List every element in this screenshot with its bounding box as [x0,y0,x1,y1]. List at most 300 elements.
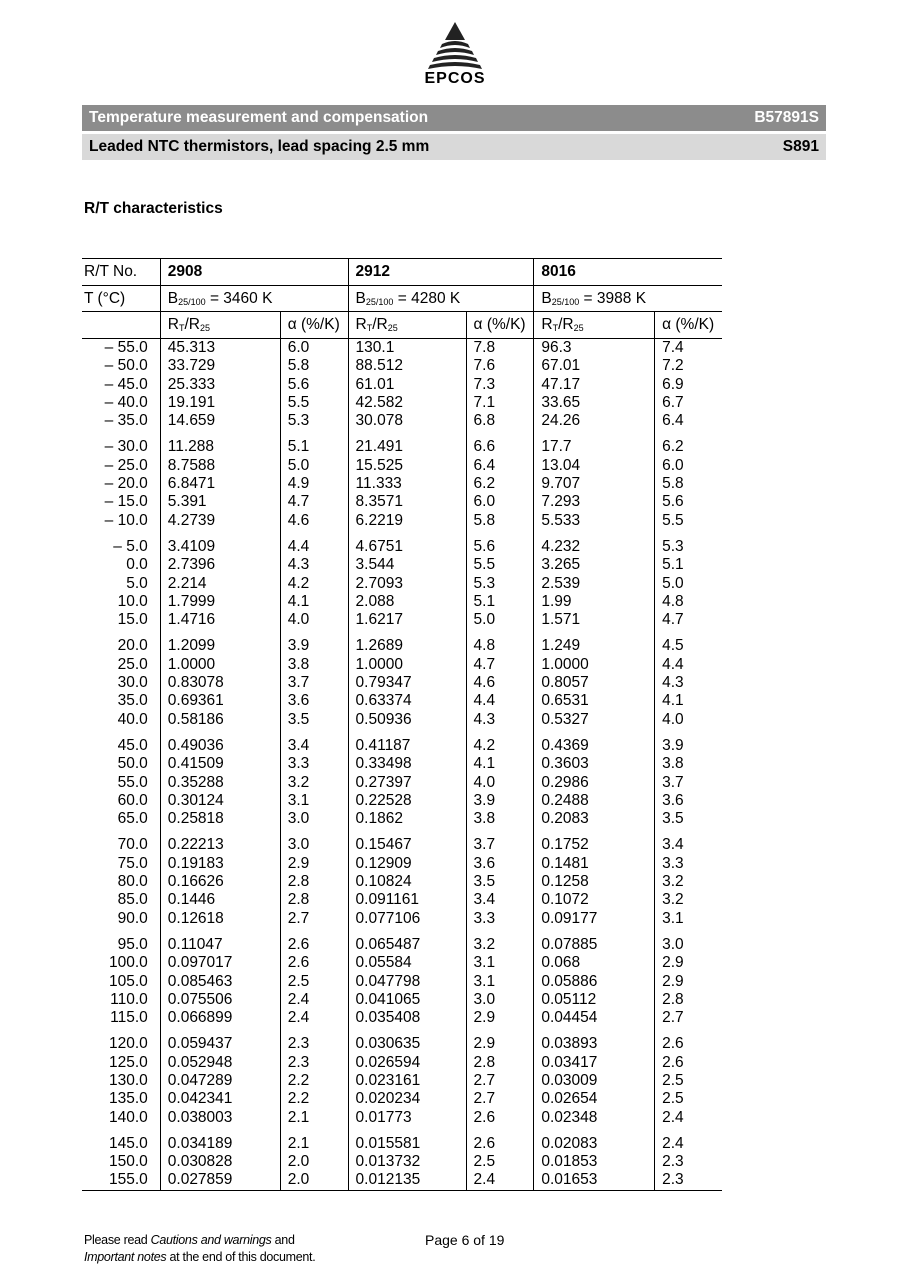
ratio-cell: 0.01773 [348,1109,466,1127]
alpha-cell: 5.8 [280,357,348,375]
alpha-cell: 7.8 [466,339,534,358]
gap-cell [466,1027,534,1035]
alpha-cell: 2.6 [466,1135,534,1153]
gap-cell [466,430,534,438]
table-row [82,711,722,729]
table-row [82,692,722,710]
ratio-cell: 0.027859 [160,1171,280,1190]
ratio-cell: 0.83078 [160,674,280,692]
epcos-logo [410,20,500,92]
alpha-cell: 5.6 [280,376,348,394]
alpha-cell: 5.1 [280,438,348,456]
row-gap [82,928,722,936]
ratio-cell: 0.041065 [348,991,466,1009]
alpha-label: α (%/K) [466,312,534,339]
ratio-cell: 1.99 [534,593,655,611]
ratio-cell: 33.729 [160,357,280,375]
table-row [82,593,722,611]
gap-cell [160,530,280,538]
alpha-cell: 6.4 [655,412,722,430]
header-subtitle: Leaded NTC thermistors, lead spacing 2.5 mm [89,138,430,155]
ratio-cell: 0.05584 [348,954,466,972]
alpha-cell: 3.0 [280,836,348,854]
ratio-cell: 0.41509 [160,755,280,773]
ratio-cell: 2.7396 [160,556,280,574]
alpha-cell: 5.8 [655,475,722,493]
temperature-cell: – 20.0 [104,475,148,493]
gap-cell [534,729,655,737]
gap-cell [466,729,534,737]
alpha-cell: 5.6 [466,538,534,556]
ratio-cell: 0.07885 [534,936,655,954]
ratio-cell: 1.0000 [348,656,466,674]
ratio-cell: 0.077106 [348,910,466,928]
temperature-cell: 130.0 [108,1071,148,1089]
alpha-cell: 3.8 [466,810,534,828]
alpha-cell: 2.9 [655,973,722,991]
ratio-cell: 1.7999 [160,593,280,611]
temperature-cell: 150.0 [108,1153,148,1171]
alpha-cell: 2.5 [655,1072,722,1090]
ratio-cell: 6.8471 [160,475,280,493]
alpha-cell: 2.9 [280,855,348,873]
ratio-cell: 2.7093 [348,575,466,593]
temperature-cell: 70.0 [117,836,148,854]
gap-cell [160,430,280,438]
ratio-cell: 0.09177 [534,910,655,928]
header-bar [82,105,826,131]
table-row [82,538,722,556]
alpha-cell: 2.8 [466,1054,534,1072]
gap-cell [82,430,160,438]
ratio-cell: 0.1072 [534,891,655,909]
gap-cell [82,828,160,836]
table-row [82,457,722,475]
ratio-cell: 0.2986 [534,774,655,792]
alpha-cell: 4.1 [655,692,722,710]
gap-cell [534,1027,655,1035]
alpha-cell: 6.2 [466,475,534,493]
table-row [82,575,722,593]
ratio-cell: 0.50936 [348,711,466,729]
alpha-label: α (%/K) [655,312,722,339]
alpha-cell: 4.1 [280,593,348,611]
alpha-cell: 3.8 [655,755,722,773]
alpha-cell: 2.2 [280,1072,348,1090]
alpha-cell: 2.7 [280,910,348,928]
ratio-cell: 0.2488 [534,792,655,810]
ratio-cell: 0.05886 [534,973,655,991]
temperature-cell: 75.0 [117,854,148,872]
table-row [82,755,722,773]
ratio-cell: 0.11047 [160,936,280,954]
alpha-cell: 3.1 [466,973,534,991]
alpha-cell: 2.9 [466,1009,534,1027]
gap-cell [280,729,348,737]
gap-cell [280,1027,348,1035]
alpha-cell: 4.7 [655,611,722,629]
alpha-cell: 6.2 [655,438,722,456]
alpha-cell: 2.4 [280,991,348,1009]
alpha-cell: 4.8 [466,637,534,655]
table-row [82,493,722,511]
header-row-columns [82,312,722,339]
ratio-cell: 61.01 [348,376,466,394]
table-row [82,991,722,1009]
alpha-cell: 2.5 [466,1153,534,1171]
page-number: Page 6 of 19 [425,1232,505,1248]
ratio-cell: 0.3603 [534,755,655,773]
temperature-cell: – 50.0 [104,357,148,375]
alpha-cell: 5.3 [466,575,534,593]
header-series: S891 [782,138,819,155]
alpha-cell: 3.9 [655,737,722,755]
ratio-cell: 0.22528 [348,792,466,810]
ratio-cell: 0.068 [534,954,655,972]
ratio-cell: 0.013732 [348,1153,466,1171]
table-row [82,774,722,792]
table-row [82,855,722,873]
gap-cell [655,430,722,438]
alpha-cell: 2.8 [280,891,348,909]
empty-cell [82,312,160,339]
alpha-cell: 3.0 [655,936,722,954]
temperature-cell: 65.0 [117,810,148,828]
alpha-cell: 2.3 [280,1035,348,1053]
rt-number: 2908 [160,259,348,286]
alpha-cell: 4.6 [466,674,534,692]
gap-cell [280,430,348,438]
section-title: R/T characteristics [84,200,223,217]
ratio-cell: 0.01653 [534,1171,655,1190]
alpha-cell: 2.9 [466,1035,534,1053]
alpha-cell: 3.3 [466,910,534,928]
epcos-logo-icon [425,20,485,70]
alpha-cell: 3.5 [655,810,722,828]
alpha-cell: 6.0 [280,339,348,358]
ratio-cell: 33.65 [534,394,655,412]
alpha-cell: 5.5 [466,556,534,574]
ratio-cell: 0.015581 [348,1135,466,1153]
ratio-cell: 0.038003 [160,1109,280,1127]
temperature-cell: 60.0 [117,791,148,809]
ratio-cell: 5.533 [534,512,655,530]
gap-cell [534,928,655,936]
temperature-cell: – 45.0 [104,375,148,393]
alpha-cell: 5.1 [466,593,534,611]
rt-characteristics-table [82,258,722,1191]
temperature-cell: 55.0 [117,773,148,791]
temperature-cell: 140.0 [108,1108,148,1126]
alpha-cell: 2.3 [655,1153,722,1171]
alpha-cell: 2.2 [280,1090,348,1108]
ratio-cell: 130.1 [348,339,466,358]
row-gap [82,530,722,538]
ratio-cell: 0.065487 [348,936,466,954]
ratio-cell: 0.4369 [534,737,655,755]
table-row [82,656,722,674]
temperature-cell: 30.0 [117,674,148,692]
temperature-cell: – 55.0 [104,339,148,356]
ratio-cell: 0.35288 [160,774,280,792]
row-gap [82,629,722,637]
alpha-cell: 2.1 [280,1109,348,1127]
ratio-cell: 0.63374 [348,692,466,710]
gap-cell [160,729,280,737]
temperature-cell: 20.0 [117,637,148,655]
ratio-cell: 1.571 [534,611,655,629]
ratio-cell: 0.1258 [534,873,655,891]
alpha-cell: 5.0 [655,575,722,593]
ratio-cell: 1.2099 [160,637,280,655]
rt-number: 8016 [534,259,722,286]
alpha-cell: 4.1 [466,755,534,773]
alpha-cell: 7.3 [466,376,534,394]
alpha-label: α (%/K) [280,312,348,339]
temperature-cell: 120.0 [108,1035,148,1053]
ratio-cell: 8.7588 [160,457,280,475]
ratio-cell: 0.091161 [348,891,466,909]
table-row [82,512,722,530]
ratio-cell: 0.075506 [160,991,280,1009]
alpha-cell: 6.8 [466,412,534,430]
alpha-cell: 4.0 [466,774,534,792]
alpha-cell: 2.5 [280,973,348,991]
alpha-cell: 3.1 [655,910,722,928]
alpha-cell: 3.7 [466,836,534,854]
ratio-cell: 4.232 [534,538,655,556]
ratio-cell: 1.249 [534,637,655,655]
alpha-cell: 3.0 [280,810,348,828]
ratio-cell: 42.582 [348,394,466,412]
alpha-cell: 2.4 [280,1009,348,1027]
table-row [82,810,722,828]
table-row [82,973,722,991]
gap-cell [466,828,534,836]
ratio-cell: 0.03893 [534,1035,655,1053]
ratio-cell: 47.17 [534,376,655,394]
row-gap [82,430,722,438]
alpha-cell: 5.3 [280,412,348,430]
alpha-cell: 3.5 [466,873,534,891]
temperature-cell: 135.0 [108,1090,148,1108]
gap-cell [160,828,280,836]
alpha-cell: 2.4 [655,1135,722,1153]
alpha-cell: 2.8 [280,873,348,891]
alpha-cell: 5.6 [655,493,722,511]
ratio-cell: 0.79347 [348,674,466,692]
ratio-cell: 0.25818 [160,810,280,828]
ratio-cell: 0.020234 [348,1090,466,1108]
ratio-cell: 0.034189 [160,1135,280,1153]
gap-cell [534,430,655,438]
gap-cell [280,1127,348,1135]
ratio-cell: 3.4109 [160,538,280,556]
alpha-cell: 3.1 [280,792,348,810]
table-row [82,954,722,972]
ratio-cell: 0.16626 [160,873,280,891]
alpha-cell: 3.9 [466,792,534,810]
alpha-cell: 3.7 [655,774,722,792]
alpha-cell: 2.6 [655,1054,722,1072]
temperature-cell: – 35.0 [104,412,148,430]
alpha-cell: 6.0 [655,457,722,475]
ratio-cell: 0.27397 [348,774,466,792]
alpha-cell: 2.6 [280,936,348,954]
alpha-cell: 2.8 [655,991,722,1009]
table-row [82,1153,722,1171]
gap-cell [348,729,466,737]
gap-cell [534,1127,655,1135]
ratio-cell: 1.4716 [160,611,280,629]
table-row [82,792,722,810]
alpha-cell: 4.7 [280,493,348,511]
alpha-cell: 3.0 [466,991,534,1009]
ratio-cell: 21.491 [348,438,466,456]
gap-cell [82,530,160,538]
temperature-cell: 5.0 [126,574,148,592]
alpha-cell: 6.7 [655,394,722,412]
ratio-cell: 0.58186 [160,711,280,729]
ratio-cell: 0.030828 [160,1153,280,1171]
alpha-cell: 4.7 [466,656,534,674]
temperature-cell: 115.0 [110,1009,148,1027]
alpha-cell: 6.0 [466,493,534,511]
alpha-cell: 4.3 [466,711,534,729]
alpha-cell: 3.4 [655,836,722,854]
alpha-cell: 4.0 [280,611,348,629]
alpha-cell: 3.6 [280,692,348,710]
gap-cell [348,828,466,836]
alpha-cell: 4.8 [655,593,722,611]
ratio-cell: 0.02348 [534,1109,655,1127]
alpha-cell: 2.0 [280,1171,348,1190]
table-row [82,357,722,375]
gap-cell [348,430,466,438]
ratio-cell: 3.544 [348,556,466,574]
alpha-cell: 6.6 [466,438,534,456]
ratio-cell: 5.391 [160,493,280,511]
ratio-label: $R_T/R_{25}$ [534,312,655,339]
table-row [82,674,722,692]
ratio-cell: 0.22213 [160,836,280,854]
rt-number: 2912 [348,259,534,286]
gap-cell [466,928,534,936]
ratio-cell: 7.293 [534,493,655,511]
ratio-cell: 0.04454 [534,1009,655,1027]
gap-cell [655,729,722,737]
ratio-cell: 14.659 [160,412,280,430]
ratio-cell: 11.333 [348,475,466,493]
rt-no-label: R/T No. [82,259,160,286]
alpha-cell: 2.6 [655,1035,722,1053]
alpha-cell: 3.4 [280,737,348,755]
ratio-cell: 1.0000 [534,656,655,674]
table-row [82,936,722,954]
gap-cell [348,629,466,637]
ratio-cell: 30.078 [348,412,466,430]
gap-cell [160,1127,280,1135]
header-title: Temperature measurement and compensation [89,109,429,126]
header-row-b-value [82,286,722,312]
alpha-cell: 3.9 [280,637,348,655]
temperature-cell: – 5.0 [113,537,148,555]
gap-cell [280,928,348,936]
alpha-cell: 3.3 [655,855,722,873]
gap-cell [82,1127,160,1135]
ratio-cell: 15.525 [348,457,466,475]
temperature-cell: 110.0 [110,990,148,1008]
temperature-cell: 90.0 [117,909,148,927]
alpha-cell: 4.4 [466,692,534,710]
alpha-cell: 2.5 [655,1090,722,1108]
table-row [82,376,722,394]
temperature-cell: 0.0 [126,556,148,574]
temperature-cell: 155.0 [82,1171,160,1190]
alpha-cell: 5.8 [466,512,534,530]
alpha-cell: 3.7 [280,674,348,692]
table-row [82,737,722,755]
ratio-cell: 0.047289 [160,1072,280,1090]
ratio-cell: 0.097017 [160,954,280,972]
ratio-cell: 0.8057 [534,674,655,692]
alpha-cell: 3.6 [655,792,722,810]
table-row [82,412,722,430]
ratio-cell: 0.03417 [534,1054,655,1072]
footer-note: Please read Cautions and warnings and Important notes at the end of this document. [84,1233,316,1264]
alpha-cell: 4.4 [655,656,722,674]
ratio-cell: 24.26 [534,412,655,430]
subheader-bar [82,134,826,160]
alpha-cell: 5.0 [466,611,534,629]
row-gap [82,1127,722,1135]
temperature-cell: 10.0 [117,592,148,610]
ratio-cell: 25.333 [160,376,280,394]
gap-cell [160,928,280,936]
alpha-cell: 3.4 [466,891,534,909]
table-row [82,873,722,891]
alpha-cell: 5.5 [280,394,348,412]
ratio-cell: 0.042341 [160,1090,280,1108]
alpha-cell: 5.1 [655,556,722,574]
gap-cell [534,629,655,637]
temperature-cell: 45.0 [117,736,148,754]
ratio-cell: 0.01853 [534,1153,655,1171]
table-row [82,475,722,493]
gap-cell [655,629,722,637]
table-row [82,556,722,574]
ratio-cell: 0.1862 [348,810,466,828]
ratio-cell: 0.026594 [348,1054,466,1072]
table-row [82,1072,722,1090]
table-row [82,637,722,655]
table-row [82,1035,722,1053]
ratio-cell: 0.02654 [534,1090,655,1108]
temperature-cell: – 15.0 [104,493,148,511]
ratio-cell: 0.03009 [534,1072,655,1090]
gap-cell [348,530,466,538]
row-gap [82,828,722,836]
alpha-cell: 6.4 [466,457,534,475]
ratio-cell: 45.313 [160,339,280,358]
alpha-cell: 3.5 [280,711,348,729]
ratio-cell: 8.3571 [348,493,466,511]
alpha-cell: 4.9 [280,475,348,493]
temperature-cell: – 30.0 [104,438,148,456]
ratio-cell: 0.5327 [534,711,655,729]
alpha-cell: 2.6 [466,1109,534,1127]
row-gap [82,1027,722,1035]
